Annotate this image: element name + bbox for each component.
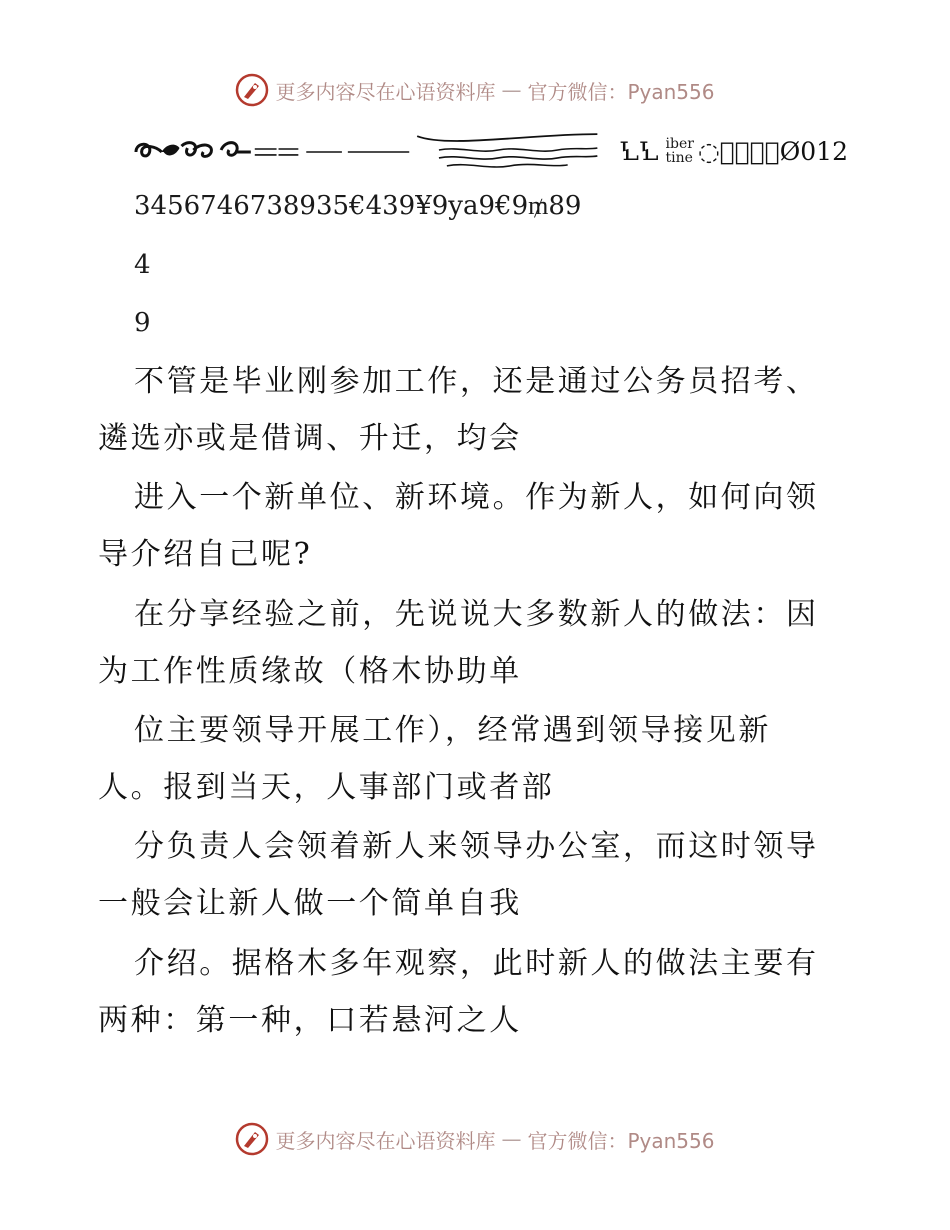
body-line: 人。报到当天，人事部门或者部 [98, 770, 555, 805]
ornament-symbols: ◌⃝ⓄⓃⓒØ012 [697, 136, 848, 166]
body-line: 介绍。据格木多年观察，此时新人的做法主要有 [134, 946, 819, 981]
number-row-2: 4 [134, 250, 151, 280]
body-line: 分负责人会领着新人来领导办公室，而这时领导 [134, 829, 819, 864]
liber-bottom: tine [665, 150, 693, 166]
banner-wechat: 官方微信：Pyan556 [527, 1128, 715, 1153]
body-line: 两种：第一种，口若悬河之人 [98, 1003, 522, 1038]
pen-logo-icon [235, 1122, 269, 1156]
body-line: 在分享经验之前，先说说大多数新人的做法：因 [134, 597, 819, 632]
body-line: 为工作性质缘故（格木协助单 [98, 654, 522, 689]
banner-wechat: 官方微信：Pyan556 [527, 79, 715, 104]
body-line: 不管是毕业刚参加工作，还是通过公务员招考、 [134, 364, 819, 399]
banner-title: 更多内容尽在心语资料库 [275, 79, 496, 104]
header-watermark [0, 72, 950, 108]
body-line: 一般会让新人做一个简单自我 [98, 886, 522, 921]
body-line: 导介绍自己呢? [98, 537, 313, 572]
number-row-1: 3456746738935€439¥9ya9€9₥89 [134, 191, 582, 221]
banner-separator: — [501, 1127, 522, 1151]
pen-logo-icon [235, 73, 269, 107]
banner-title: 更多内容尽在心语资料库 [275, 1128, 496, 1153]
ornament-tail: ꝆꝆ [619, 136, 659, 166]
ornament-flourish-icon [132, 128, 615, 174]
body-line: 位主要领导开展工作），经常遇到领导接见新 [134, 713, 771, 748]
ornament-row [132, 128, 848, 174]
body-line: 遴选亦或是借调、升迁，均会 [98, 421, 522, 456]
footer-watermark [0, 1121, 950, 1157]
number-row-3: 9 [134, 308, 151, 338]
liber-top: iber [665, 136, 694, 152]
body-line: 进入一个新单位、新环境。作为新人，如何向领 [134, 480, 819, 515]
liber-ligature [665, 137, 694, 165]
banner-separator: — [501, 78, 522, 102]
